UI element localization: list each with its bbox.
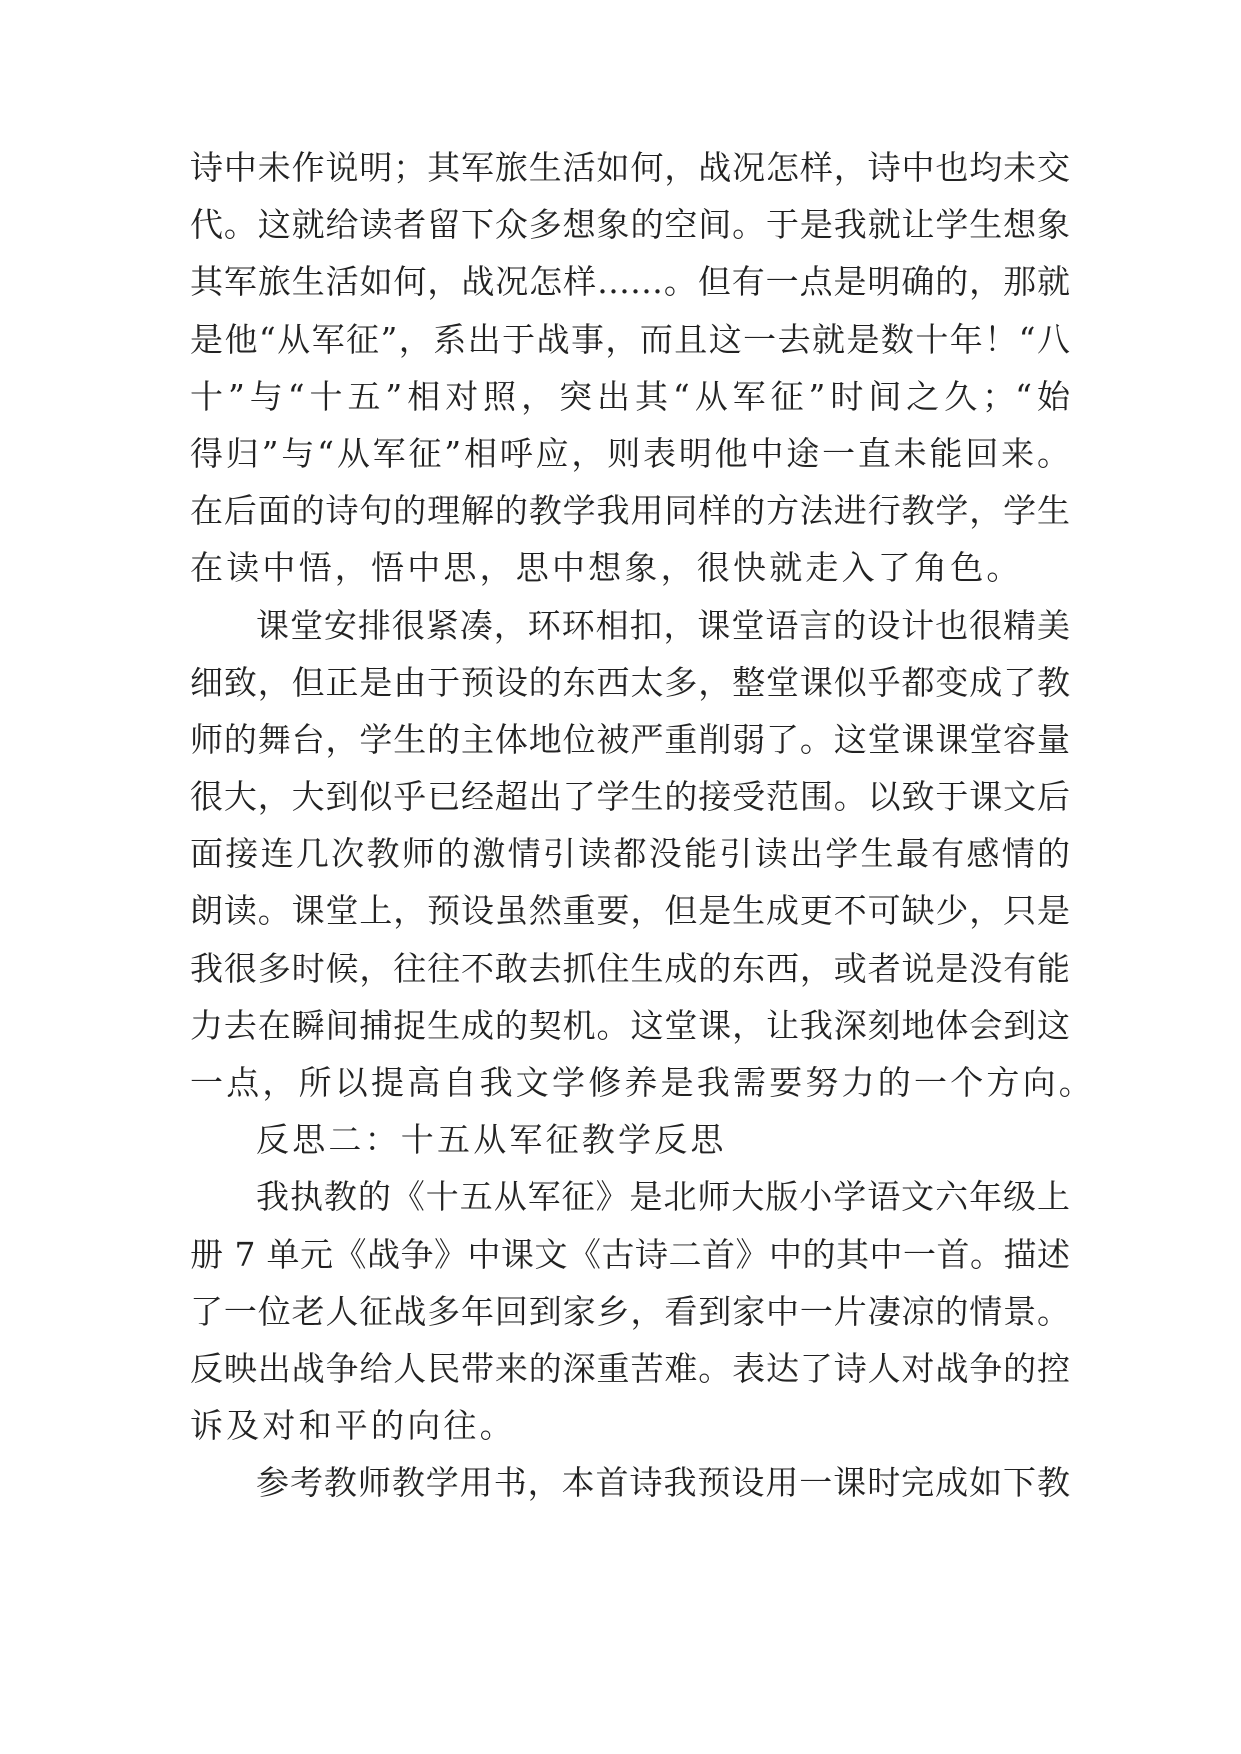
text-line: 我执教的《十五从军征》是北师大版小学语文六年级上 <box>256 1177 1070 1217</box>
text-line: 册 7 单元《战争》中课文《古诗二首》中的其中一首。描述 <box>190 1234 1070 1274</box>
text-line: 其军旅生活如何，战况怎样……。但有一点是明确的，那就 <box>190 262 1070 302</box>
text-line: 细致，但正是由于预设的东西太多，整堂课似乎都变成了教 <box>190 662 1070 702</box>
text-line: 师的舞台，学生的主体地位被严重削弱了。这堂课课堂容量 <box>190 719 1070 759</box>
text-line: 诗中未作说明；其军旅生活如何，战况怎样，诗中也均未交 <box>190 148 1070 187</box>
text-line: 反映出战争给人民带来的深重苦难。表达了诗人对战争的控 <box>190 1348 1070 1388</box>
text-line: 在后面的诗句的理解的教学我用同样的方法进行教学，学生 <box>190 491 1070 531</box>
text-line: 一点，所以提高自我文学修养是我需要努力的一个方向。 <box>190 1063 1095 1102</box>
text-line: 代。这就给读者留下众多想象的空间。于是我就让学生想象 <box>190 205 1070 245</box>
text-line: 参考教师教学用书，本首诗我预设用一课时完成如下教 <box>256 1463 1070 1503</box>
text-line: 诉及对和平的向往。 <box>190 1406 516 1446</box>
text-line: 得归”与“从军征”相呼应，则表明他中途一直未能回来。 <box>190 433 1070 473</box>
text-line: 很大，大到似乎已经超出了学生的接受范围。以致于课文后 <box>190 777 1070 817</box>
text-line: 是他“从军征”，系出于战事，而且这一去就是数十年！“八 <box>190 319 1070 359</box>
text-line: 力去在瞬间捕捉生成的契机。这堂课，让我深刻地体会到这 <box>190 1005 1070 1045</box>
body-text <box>190 139 1095 1512</box>
section-heading: 反思二：十五从军征教学反思 <box>256 1120 727 1160</box>
text-line: 在读中悟，悟中思，思中想象，很快就走入了角色。 <box>190 548 1023 588</box>
text-line: 了一位老人征战多年回到家乡，看到家中一片凄凉的情景。 <box>190 1291 1070 1331</box>
text-line: 十”与“十五”相对照，突出其“从军征”时间之久；“始 <box>190 376 1070 416</box>
text-line: 课堂安排很紧凑，环环相扣，课堂语言的设计也很精美 <box>256 605 1070 645</box>
text-line: 面接连几次教师的激情引读都没能引读出学生最有感情的 <box>190 834 1070 874</box>
text-line: 朗读。课堂上，预设虽然重要，但是生成更不可缺少，只是 <box>190 891 1070 931</box>
text-line: 我很多时候，往往不敢去抓住生成的东西，或者说是没有能 <box>190 948 1070 988</box>
